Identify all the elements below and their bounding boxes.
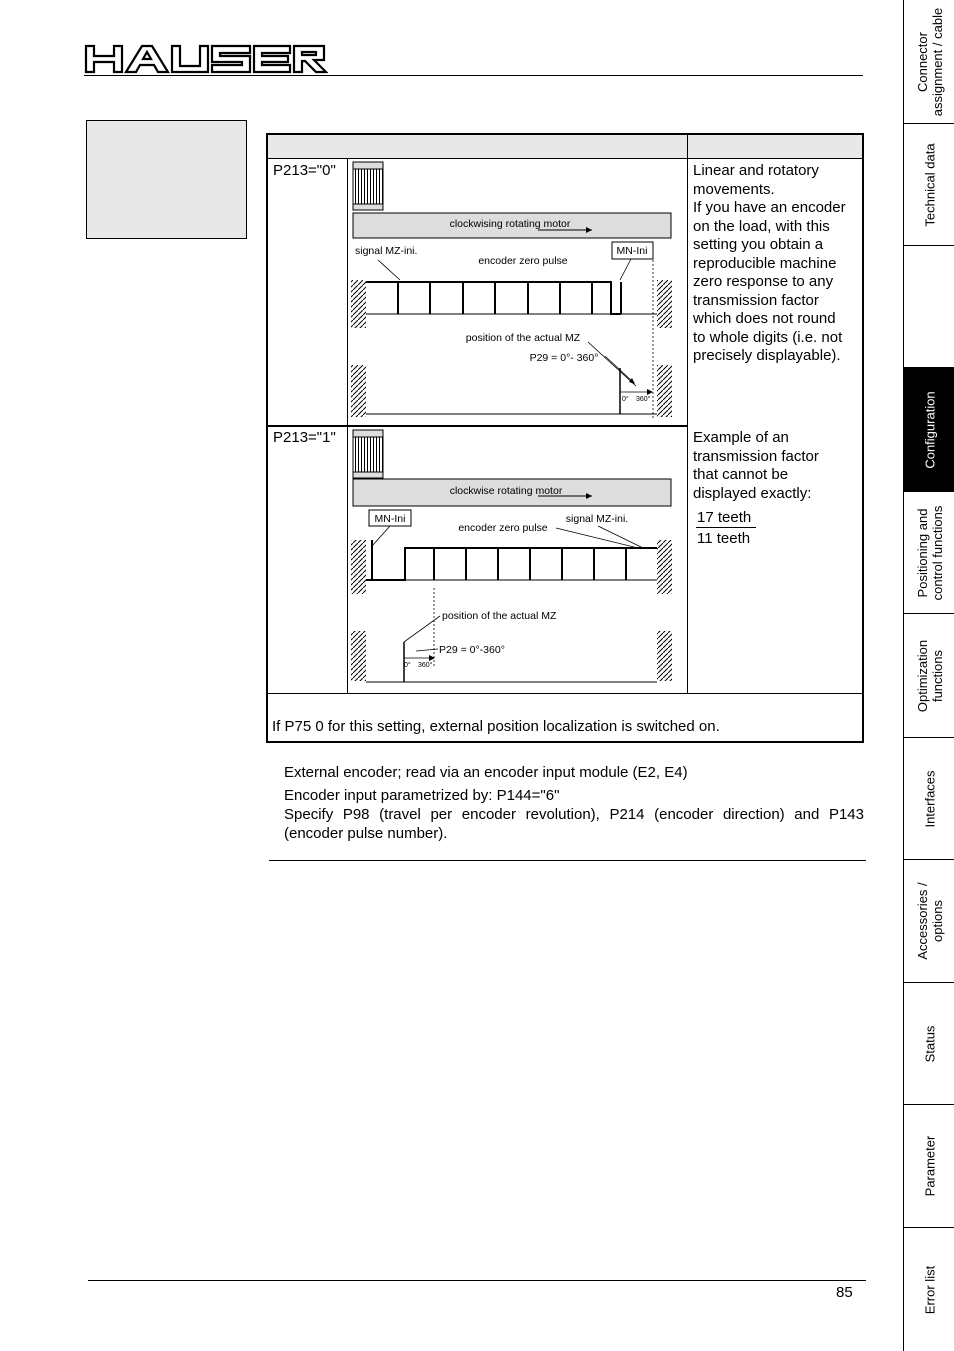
text-line: setting you obtain a: [693, 236, 824, 253]
tab-accessories[interactable]: [904, 860, 954, 983]
tab-label: functions: [929, 649, 945, 702]
row-divider: [268, 693, 862, 694]
row-divider: [268, 425, 688, 427]
body-line-2: Encoder input parametrized by: P144="6": [284, 787, 560, 804]
p29-label: P29 = 0°-360°: [439, 644, 505, 656]
p29-label: P29 = 0°- 360°: [529, 352, 599, 364]
tab-status[interactable]: [904, 983, 954, 1105]
text-line: Linear and rotatory: [693, 162, 819, 179]
text-line: which does not round: [693, 310, 836, 327]
tab-error-list[interactable]: [904, 1228, 954, 1351]
section-rule: [269, 860, 866, 861]
position-label: position of the actual MZ: [442, 610, 557, 622]
diagram-p213-0: [348, 160, 686, 422]
tab-label: Technical data: [922, 142, 937, 227]
tab-optimization[interactable]: [904, 614, 954, 738]
deg-0-label: 0°: [622, 396, 629, 403]
tab-interfaces[interactable]: [904, 738, 954, 860]
tab-label: Parameter: [922, 1135, 937, 1197]
header-rule: [84, 75, 863, 76]
tab-label: Optimization: [914, 639, 930, 712]
tab-configuration[interactable]: [904, 368, 954, 492]
text-line: movements.: [693, 180, 775, 198]
mn-ini-label: MN-Ini: [616, 245, 648, 257]
mn-ini-label: MN-Ini: [374, 513, 406, 525]
motor-label: clockwising rotating motor: [449, 218, 571, 230]
motor-label: clockwise rotating motor: [449, 485, 563, 497]
tab-parameter[interactable]: [904, 1105, 954, 1228]
pulse-label: encoder zero pulse: [458, 522, 548, 534]
tab-label: Connector: [914, 31, 930, 92]
deg-360-label: 360°: [418, 662, 433, 669]
text-line: reproducible machine: [693, 254, 837, 272]
page-number: 85: [836, 1284, 853, 1301]
fraction-denominator: 11 teeth: [697, 530, 751, 547]
text-line: displayed exactly:: [693, 484, 812, 502]
transmission-fraction: [696, 508, 756, 550]
text-line: on the load, with this: [693, 217, 830, 235]
body-line-3: Specify P98 (travel per encoder revolution), P214 (encoder direction) and P143 (encoder pulse number).: [284, 806, 864, 842]
tab-spacer: [904, 246, 954, 368]
text-line: that cannot be: [693, 466, 789, 483]
tab-label: control functions: [929, 505, 945, 600]
text-line: If you have an encoder: [693, 199, 846, 216]
tab-positioning[interactable]: [904, 492, 954, 614]
deg-0-label: 0°: [404, 662, 411, 669]
tab-technical-data[interactable]: [904, 124, 954, 246]
deg-360-label: 360°: [636, 396, 651, 403]
diagram-p213-1: [348, 428, 686, 690]
position-label: position of the actual MZ: [465, 332, 581, 344]
row2-description: [693, 429, 861, 503]
tab-label: assignment / cable: [929, 7, 945, 116]
text-line: to whole digits (i.e. not: [693, 328, 843, 346]
text-line: transmission factor: [693, 447, 819, 465]
tab-label: Status: [922, 1025, 937, 1062]
signal-label: signal MZ-ini.: [355, 245, 418, 257]
margin-box: [86, 120, 247, 239]
text-line: transmission factor: [693, 291, 819, 309]
tab-label: Positioning and: [914, 508, 930, 597]
text-line: Example of an: [693, 429, 789, 446]
setting-p213-0: P213="0": [273, 162, 336, 179]
hauser-logo: [84, 44, 328, 74]
footer-rule: [88, 1280, 866, 1281]
tab-label: Error list: [922, 1265, 937, 1314]
tab-label: Configuration: [922, 390, 937, 469]
signal-label: signal MZ-ini.: [565, 513, 629, 525]
tab-connector-assignment[interactable]: [904, 0, 954, 124]
body-line-1: External encoder; read via an encoder input module (E2, E4): [284, 764, 688, 781]
row1-description: [693, 162, 861, 366]
chapter-sidebar: [903, 0, 954, 1351]
text-line: precisely displayable).: [693, 347, 841, 364]
setting-p213-1: P213="1": [273, 429, 336, 446]
tab-label: options: [929, 900, 945, 942]
tab-label: Accessories /: [914, 882, 930, 960]
pulse-label: encoder zero pulse: [478, 255, 568, 267]
text-line: zero response to any: [693, 273, 834, 290]
column-divider: [687, 135, 688, 693]
tab-label: Interfaces: [922, 769, 937, 828]
fraction-numerator: 17 teeth: [696, 508, 756, 528]
table-header: [268, 135, 862, 159]
table-note: If P75 0 for this setting, external position localization is switched on.: [272, 718, 720, 735]
